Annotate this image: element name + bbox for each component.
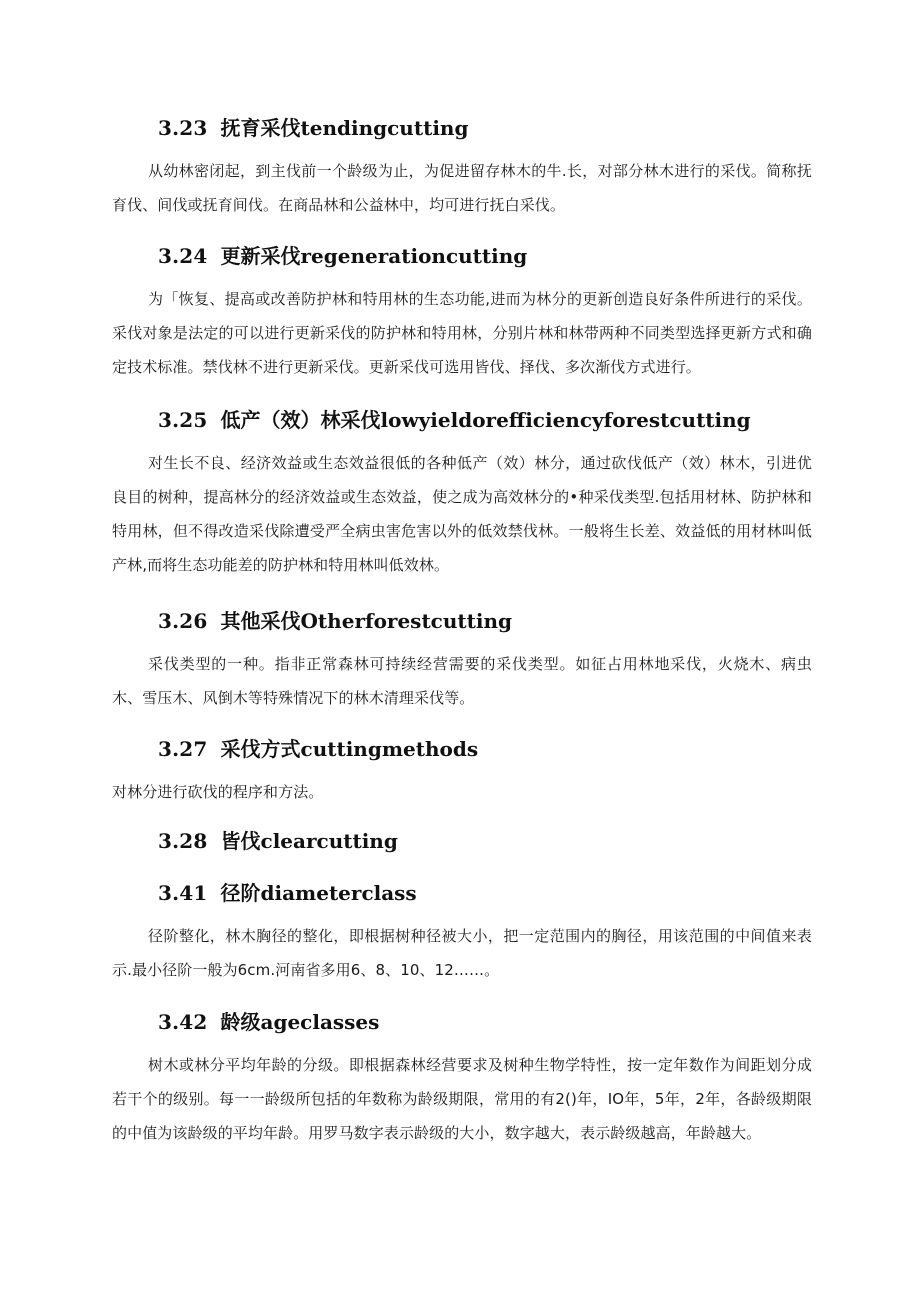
section-title: 更新采伐regenerationcutting (220, 244, 528, 268)
section-body: 从幼林密闭起，到主伐前一个龄级为止，为促进留存林木的牛.长，对部分林木进行的采伐。简称抚育伐、间伐或抚育间伐。在商品林和公益林中，均可进行抚白采伐。 (112, 162, 812, 214)
section-title: 低产（效）林采伐lowyieldorefficiencyforestcutting (220, 408, 751, 432)
section-3-28 (112, 827, 812, 855)
section-body: 对林分进行砍伐的程序和方法。 (112, 783, 324, 801)
section-heading (112, 114, 812, 142)
section-title: 采伐方式cuttingmethods (220, 737, 479, 761)
section-heading (112, 879, 812, 907)
section-number: 3.24 (158, 244, 208, 268)
section-title: 龄级ageclasses (220, 1010, 380, 1034)
section-title: 径阶diameterclass (220, 881, 417, 905)
section-number: 3.42 (158, 1010, 208, 1034)
section-title: 抚育采伐tendingcutting (220, 116, 469, 140)
section-body: 树木或林分平均年龄的分级。即根据森林经营要求及树种生物学特性，按一定年数作为间距划分成若干个的级别。每一一龄级所包括的年数称为龄级期限，常用的有2()年，IO年，5年，2年，各龄级期限的中值为该龄级的平均年龄。用罗马数字表示龄级的大小，数字越大，表示龄级越高，年龄越大。 (112, 1056, 812, 1142)
section-number: 3.23 (158, 116, 208, 140)
section-number: 3.26 (158, 609, 208, 633)
section-title: 其他采伐Otherforestcutting (220, 609, 512, 633)
section-3-27 (112, 735, 812, 809)
section-3-26 (112, 607, 812, 715)
section-number: 3.25 (158, 408, 208, 432)
section-title: 皆伐clearcutting (220, 829, 398, 853)
section-number: 3.28 (158, 829, 208, 853)
section-3-24 (112, 242, 812, 384)
section-body: 径阶整化，林木胸径的整化，即根据树种径被大小，把一定范围内的胸径，用该范围的中间值来表示.最小径阶一般为6cm.河南省多用6、8、10、12……。 (112, 927, 812, 979)
section-3-25 (112, 406, 812, 582)
section-3-41 (112, 879, 812, 987)
section-body: 对生长不良、经济效益或生态效益很低的各种低产（效）林分，通过砍伐低产（效）林木，引进优良目的树种，提高林分的经济效益或生态效益，使之成为高效林分的•种采伐类型.包括用材林、防护林和特用林，但不得改造采伐除遭受严全病虫害危害以外的低效禁伐林。一般将生长差、效益低的用材林叫低产林,而将生态功能差的防护林和特用林叫低效林。 (112, 454, 812, 574)
section-heading (112, 242, 812, 270)
section-heading (112, 607, 812, 635)
section-3-42 (112, 1008, 812, 1150)
section-number: 3.41 (158, 881, 208, 905)
section-3-23 (112, 114, 812, 222)
section-body: 采伐类型的一种。指非正常森林可持续经营需要的采伐类型。如征占用林地采伐，火烧木、病虫木、雪压木、风倒木等特殊情况下的林木清理采伐等。 (112, 655, 812, 707)
section-heading (112, 735, 812, 763)
section-heading (112, 827, 812, 855)
section-heading (112, 406, 812, 434)
section-body: 为「恢复、提高或改善防护林和特用林的生态功能,进而为林分的更新创造良好条件所进行的采伐。采伐对象是法定的可以进行更新采伐的防护林和特用林，分别片林和林带两种不同类型选择更新方式和确定技术标准。禁伐林不进行更新采伐。更新采伐可选用皆伐、择伐、多次渐伐方式进行。 (112, 290, 812, 376)
section-number: 3.27 (158, 737, 208, 761)
section-heading (112, 1008, 812, 1036)
